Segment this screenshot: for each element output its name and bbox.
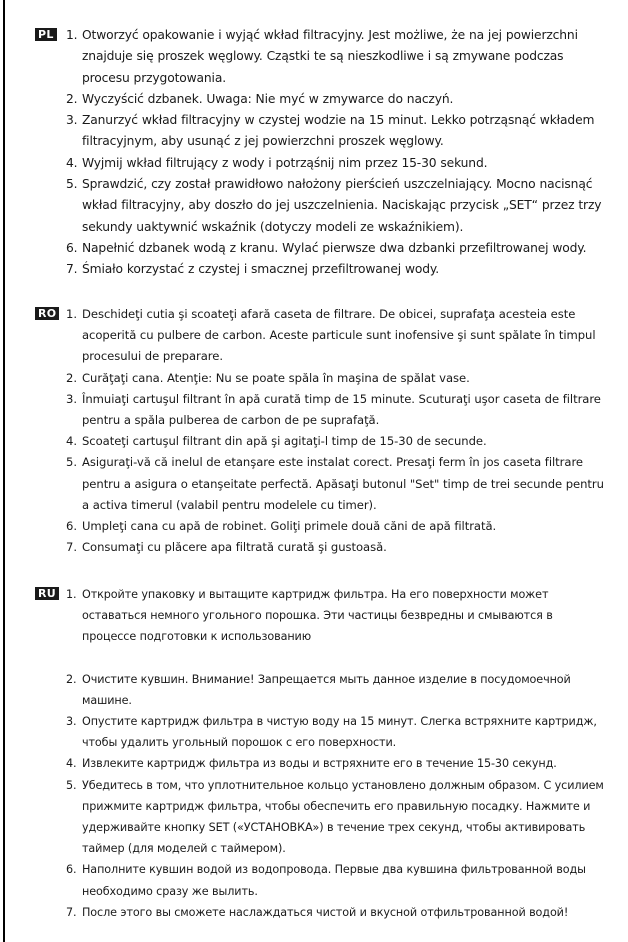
list-item [66,902,609,923]
item-number: 7. [66,540,77,555]
item-text: Убедитесь в том, что уплотнительное кольцо установлено должным образом. С усилием прижмите картридж фильтра, чтобы обеспечить его правильную посадку. Нажмите и удерживайте кнопку SET («УСТАНОВКА») в течение трех секунд, чтобы активировать таймер (для моделей с таймером). [82,778,604,856]
item-number: 6. [66,519,77,534]
item-number: 5. [66,778,77,792]
item-number: 7. [66,262,78,277]
item-number: 3. [66,715,77,729]
item-number: 1. [66,28,78,42]
item-number: 6. [66,240,78,255]
item-text: Sprawdzić, czy został prawidłowo nałożony pierścień uszczelniający. Mocno nacisnąć wkład filtracyjny, aby doszło do jej uszczelnienia. Naciskając przycisk „SET“ przez trzy sekundy uaktywnić wskaźnik (dotyczy modeli ze wskaźnikiem). [82,177,602,234]
item-text: Înmuiaţi cartuşul filtrant în apă curată timp de 15 minute. Scuturaţi uşor caseta de filtrare pentru a spăla pulberea de carbon de pe suprafaţă. [82,391,601,428]
list-item [66,431,609,452]
item-text: Откройте упаковку и вытащите картридж фильтра. На его поверхности может оставаться немного угольного порошка. Эти частицы безвредны и смываются в процессе подготовки к использованию [82,588,553,644]
item-text: Napełnić dzbanek wodą z kranu. Wylać pierwsze dwa dzbanki przefiltrowanej wody. [82,240,587,255]
list-item [66,452,609,516]
list-item [66,669,609,711]
item-text: Śmiało korzystać z czystej i smacznej przefiltrowanej wody. [82,262,440,277]
item-text: Consumaţi cu plăcere apa filtrată curată şi gustoasă. [82,540,387,555]
item-text: Wyjmij wkład filtrujący z wody i potrząśnij nim przez 15-30 sekund. [82,155,488,170]
item-number: 1. [66,588,77,601]
list-item [66,516,609,537]
list-item [66,775,609,860]
item-number: 4. [66,757,77,771]
item-number: 3. [66,391,77,406]
list-item [66,368,609,389]
item-text: Otworzyć opakowanie i wyjąć wkład filtracyjny. Jest możliwe, że na jej powierzchni znajduje się proszek węglowy. Cząstki te są nieszkodliwe i są zmywane podczas procesu przygotowania. [82,28,578,85]
list-item [66,753,609,774]
list-item [66,584,609,648]
list-item [66,859,609,901]
list-item [66,389,609,431]
item-text: Deschideţi cutia şi scoateţi afară caseta de filtrare. De obicei, suprafaţa acesteia este acoperită cu pulbere de carbon. Aceste particule sunt inofensive şi sunt spălate în timpul procesului de preparare. [82,307,596,364]
instruction-list-ro [35,304,609,558]
item-text: После этого вы сможете наслаждаться чистой и вкусной отфильтрованной водой! [82,905,569,919]
list-item [66,238,609,259]
language-badge-ru: RU [35,587,59,600]
item-number: 3. [66,113,78,128]
item-text: Zanurzyć wkład filtracyjny w czystej wodzie na 15 minut. Lekko potrząsnąć wkładem filtracyjnym, aby usunąć z jej powierzchni proszek węglowy. [82,113,595,149]
item-text: Опустите картридж фильтра в чистую воду на 15 минут. Слегка встряхните картридж, чтобы удалить угольный порошок с его поверхности. [82,715,597,750]
list-item [66,153,609,174]
section-romanian [35,304,609,558]
item-text: Asiguraţi-vă că inelul de etanşare este instalat corect. Presaţi ferm în jos caseta filtrare pentru a asigura o etanşeitate perfectă. Apăsaţi butonul "Set" timp de trei secunde pentru a activa timerul (valabil pentru modelele cu timer). [82,455,604,512]
list-item [66,174,609,238]
list-item [66,537,609,558]
item-number: 2. [66,91,78,106]
item-number: 6. [66,863,77,877]
left-margin-rule [3,0,5,942]
item-number: 2. [66,370,77,385]
item-number: 2. [66,672,77,686]
list-item [66,304,609,368]
item-text: Scoateţi cartuşul filtrant din apă şi agitaţi-l timp de 15-30 de secunde. [82,434,487,449]
item-text: Очистите кувшин. Внимание! Запрещается мыть данное изделие в посудомоечной машине. [82,672,571,707]
item-text: Curăţaţi cana. Atenţie: Nu se poate spăla în maşina de spălat vase. [82,370,470,385]
section-russian [35,584,609,923]
instruction-list-pl [35,25,609,281]
instruction-list-ru [35,584,609,923]
item-number: 7. [66,905,77,919]
language-badge-ro: RO [35,307,59,320]
item-text: Wyczyścić dzbanek. Uwaga: Nie myć w zmywarce do naczyń. [82,91,454,106]
language-badge-pl: PL [35,28,57,41]
item-number: 4. [66,155,78,170]
item-text: Извлеките картридж фильтра из воды и встряхните его в течение 15-30 секунд. [82,757,557,771]
section-polish [35,25,609,281]
list-item [66,25,609,89]
item-number: 5. [66,455,77,470]
list-item [66,711,609,753]
list-item [66,110,609,153]
item-number: 4. [66,434,77,449]
item-text: Наполните кувшин водой из водопровода. Первые два кувшина фильтрованной воды необходимо сразу же вылить. [82,863,586,898]
list-item [66,259,609,280]
list-item [66,89,609,110]
item-number: 5. [66,177,78,192]
item-number: 1. [66,307,77,321]
item-text: Umpleţi cana cu apă de robinet. Goliţi primele două căni de apă filtrată. [82,519,497,534]
